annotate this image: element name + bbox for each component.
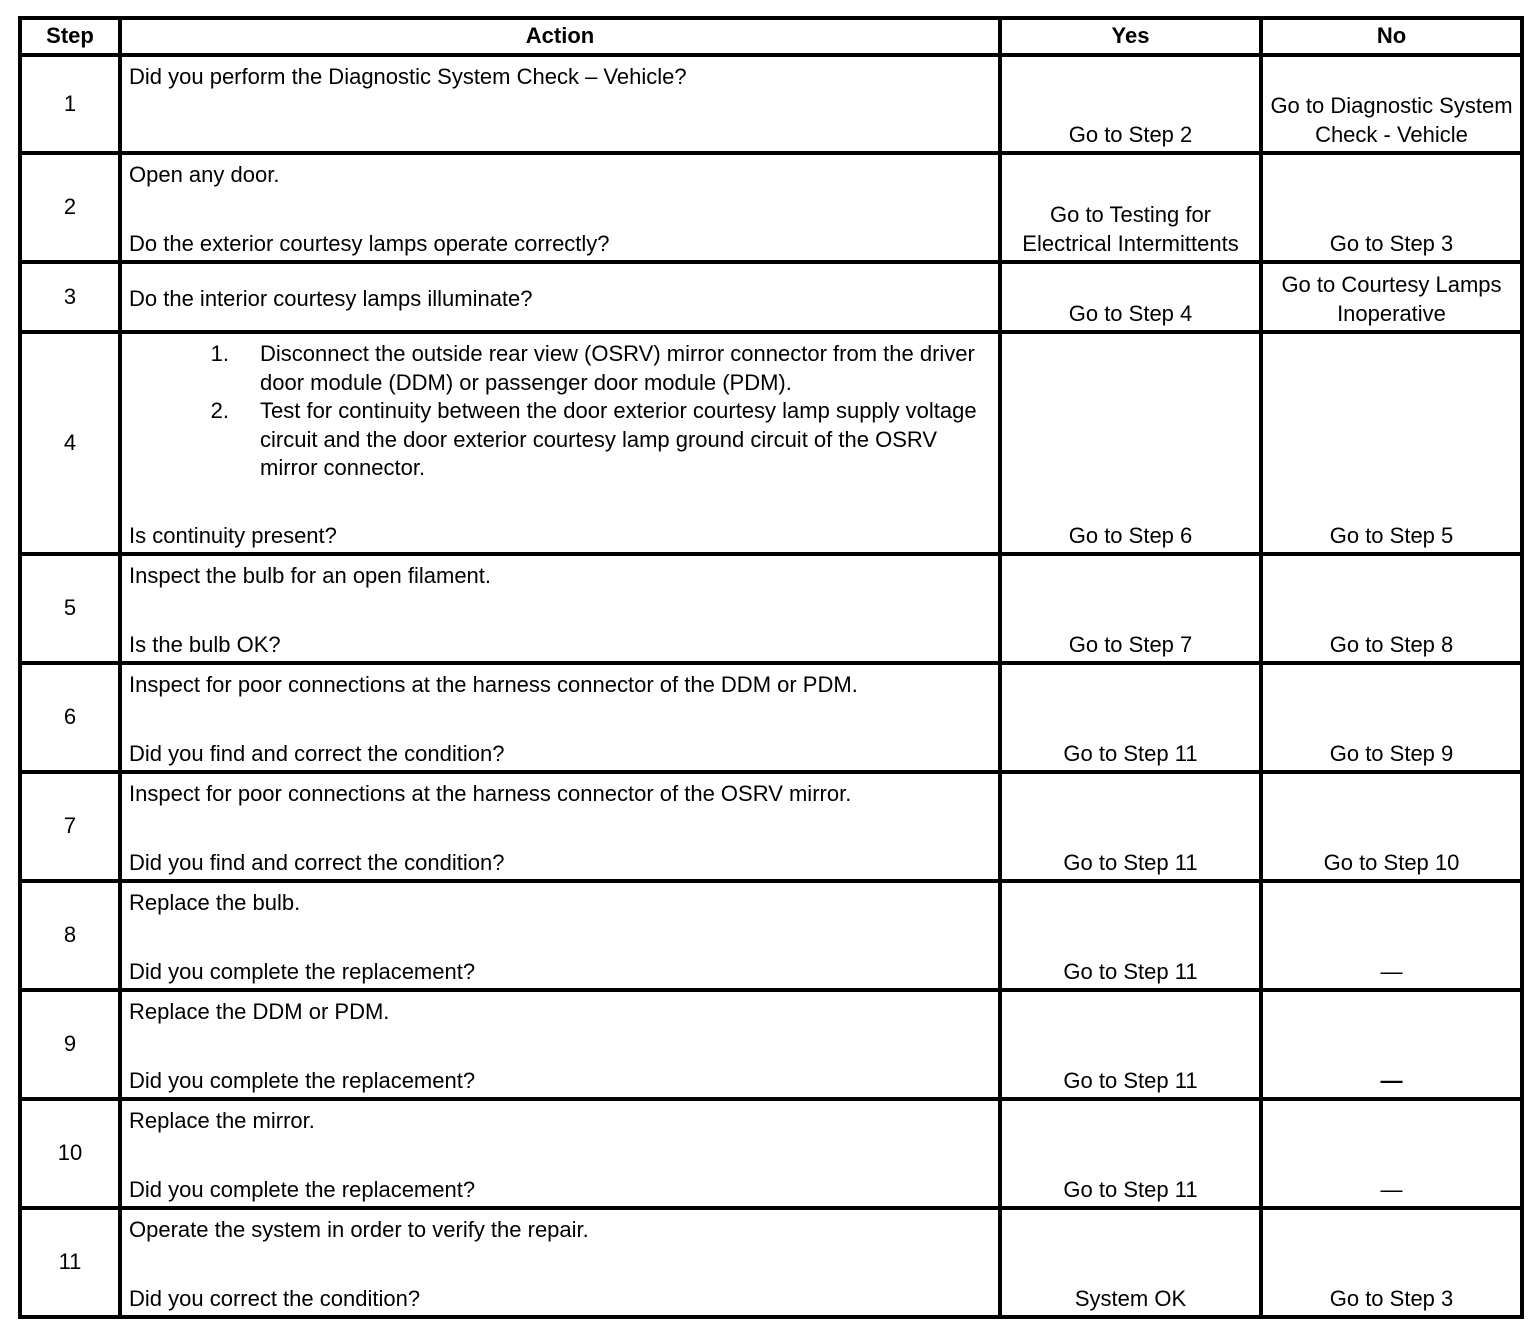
action-instruction: Open any door.	[129, 162, 280, 187]
substep-number: 2.	[210, 398, 229, 423]
yes-result: Go to Step 2	[1000, 55, 1261, 153]
yes-result: Go to Step 4	[1000, 262, 1261, 332]
action-question: Is the bulb OK?	[129, 631, 281, 657]
table-row	[20, 772, 1522, 881]
action-cell	[120, 1208, 1000, 1317]
no-result: Go to Step 5	[1261, 332, 1522, 554]
action-cell	[120, 153, 1000, 262]
step-number: 2	[20, 153, 120, 262]
action-question: Did you find and correct the condition?	[129, 740, 505, 766]
no-result: Go to Step 10	[1261, 772, 1522, 881]
no-result: —	[1261, 881, 1522, 990]
yes-result: Go to Step 6	[1000, 332, 1261, 554]
no-result: —	[1261, 990, 1522, 1099]
header-step: Step	[20, 18, 120, 55]
action-instruction: Did you perform the Diagnostic System Check – Vehicle?	[129, 64, 687, 89]
yes-result: Go to Testing for Electrical Intermittents	[1000, 153, 1261, 262]
yes-result: System OK	[1000, 1208, 1261, 1317]
no-result: Go to Step 9	[1261, 663, 1522, 772]
action-question: Did you find and correct the condition?	[129, 849, 505, 875]
header-yes: Yes	[1000, 18, 1261, 55]
action-cell	[120, 772, 1000, 881]
table-row	[20, 1099, 1522, 1208]
step-number: 11	[20, 1208, 120, 1317]
action-question: Do the exterior courtesy lamps operate correctly?	[129, 230, 610, 256]
action-cell	[120, 1099, 1000, 1208]
yes-result: Go to Step 7	[1000, 554, 1261, 663]
step-number: 8	[20, 881, 120, 990]
yes-result: Go to Step 11	[1000, 663, 1261, 772]
step-number: 1	[20, 55, 120, 153]
yes-result: Go to Step 11	[1000, 1099, 1261, 1208]
action-question: Did you complete the replacement?	[129, 1176, 476, 1202]
substep	[129, 397, 992, 483]
table-row	[20, 332, 1522, 554]
action-instruction: Inspect the bulb for an open filament.	[129, 563, 492, 588]
no-result: Go to Step 3	[1261, 1208, 1522, 1317]
table-row	[20, 990, 1522, 1099]
yes-result: Go to Step 11	[1000, 772, 1261, 881]
yes-result: Go to Step 11	[1000, 990, 1261, 1099]
diagnostic-table	[18, 16, 1524, 1319]
action-cell	[120, 262, 1000, 332]
no-result: Go to Step 8	[1261, 554, 1522, 663]
action-cell	[120, 663, 1000, 772]
substep-text: Disconnect the outside rear view (OSRV) mirror connector from the driver door module (DDM) or passenger door module (PDM).	[260, 341, 975, 395]
action-instruction: Replace the DDM or PDM.	[129, 999, 390, 1024]
step-number: 3	[20, 262, 120, 332]
substep-number: 1.	[210, 341, 229, 366]
action-instruction: Operate the system in order to verify the repair.	[129, 1217, 589, 1242]
header-row	[20, 18, 1522, 55]
table-row	[20, 1208, 1522, 1317]
no-result: Go to Diagnostic System Check - Vehicle	[1261, 55, 1522, 153]
table-row	[20, 153, 1522, 262]
action-question: Did you correct the condition?	[129, 1285, 421, 1311]
step-number: 6	[20, 663, 120, 772]
step-number: 4	[20, 332, 120, 554]
action-question: Is continuity present?	[129, 522, 337, 548]
action-question: Did you complete the replacement?	[129, 958, 476, 984]
step-number: 9	[20, 990, 120, 1099]
header-no: No	[1261, 18, 1522, 55]
substep-list	[129, 340, 992, 483]
action-cell	[120, 881, 1000, 990]
action-instruction: Replace the mirror.	[129, 1108, 315, 1133]
step-number: 5	[20, 554, 120, 663]
table-row	[20, 262, 1522, 332]
action-cell	[120, 55, 1000, 153]
table-row	[20, 55, 1522, 153]
action-instruction: Inspect for poor connections at the harness connector of the DDM or PDM.	[129, 672, 858, 697]
step-number: 10	[20, 1099, 120, 1208]
action-cell	[120, 990, 1000, 1099]
action-instruction: Replace the bulb.	[129, 890, 301, 915]
substep	[129, 340, 992, 397]
header-action: Action	[120, 18, 1000, 55]
action-question: Did you complete the replacement?	[129, 1067, 476, 1093]
yes-result: Go to Step 11	[1000, 881, 1261, 990]
action-instruction: Do the interior courtesy lamps illuminate?	[129, 285, 533, 311]
action-cell	[120, 332, 1000, 554]
table-row	[20, 663, 1522, 772]
table-row	[20, 881, 1522, 990]
action-cell	[120, 554, 1000, 663]
action-instruction: Inspect for poor connections at the harness connector of the OSRV mirror.	[129, 781, 852, 806]
no-result: Go to Courtesy Lamps Inoperative	[1261, 262, 1522, 332]
substep-text: Test for continuity between the door exterior courtesy lamp supply voltage circuit and the door exterior courtesy lamp ground circuit of the OSRV mirror connector.	[260, 398, 977, 480]
no-result: Go to Step 3	[1261, 153, 1522, 262]
step-number: 7	[20, 772, 120, 881]
table-row	[20, 554, 1522, 663]
no-result: —	[1261, 1099, 1522, 1208]
